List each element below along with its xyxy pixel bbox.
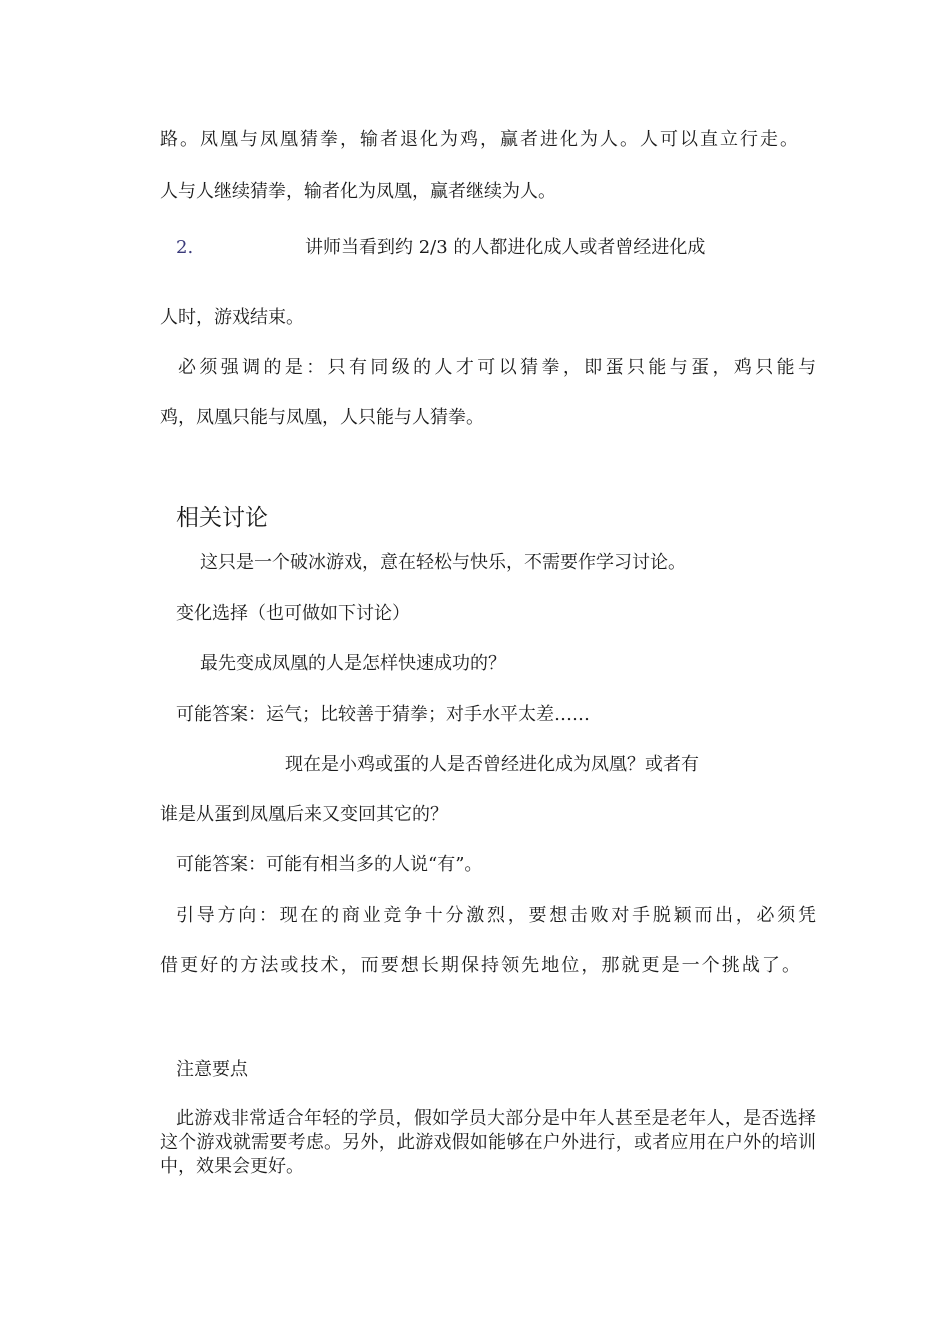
section-heading-discussion: 相关讨论 [176, 505, 268, 531]
guide-text: 引导方向：现在的商业竞争十分激烈，要想击败对手脱颖而出，必须凭 [176, 905, 816, 926]
list-number: 2. [176, 237, 194, 258]
guide-text: 借更好的方法或技术，而要想长期保持领先地位，那就更是一个挑战了。 [160, 955, 800, 976]
section-heading-notes: 注意要点 [176, 1059, 248, 1080]
paragraph-line: 路。凤凰与凤凰猜拳，输者退化为鸡，赢者进化为人。人可以直立行走。 [160, 129, 798, 150]
discussion-answer: 可能答案：运气；比较善于猜拳；对手水平太差…… [176, 704, 590, 725]
discussion-answer: 可能答案：可能有相当多的人说“有”。 [176, 854, 483, 875]
list-item-text: 讲师当看到约 2/3 的人都进化成人或者曾经进化成 [305, 237, 706, 258]
discussion-question: 最先变成凤凰的人是怎样快速成功的？ [200, 653, 506, 674]
notes-paragraph: 此游戏非常适合年轻的学员，假如学员大部分是中年人甚至是老年人，是否选择这个游戏就需要考虑。另外，此游戏假如能够在户外进行，或者应用在户外的培训中，效果会更好。 [160, 1108, 816, 1177]
discussion-text: 变化选择（也可做如下讨论） [176, 603, 410, 624]
discussion-question-continued: 谁是从蛋到凤凰后来又变回其它的？ [160, 804, 448, 825]
paragraph-line: 人与人继续猜拳，输者化为凤凰，赢者继续为人。 [160, 181, 556, 202]
discussion-question: 现在是小鸡或蛋的人是否曾经进化成为凤凰？或者有 [285, 754, 699, 775]
list-item-text-continued: 人时，游戏结束。 [160, 307, 304, 328]
discussion-text: 这只是一个破冰游戏，意在轻松与快乐，不需要作学习讨论。 [200, 552, 686, 573]
paragraph-line: 鸡，凤凰只能与凤凰，人只能与人猜拳。 [160, 407, 484, 428]
paragraph-line: 必须强调的是：只有同级的人才可以猜拳，即蛋只能与蛋，鸡只能与 [178, 357, 816, 378]
